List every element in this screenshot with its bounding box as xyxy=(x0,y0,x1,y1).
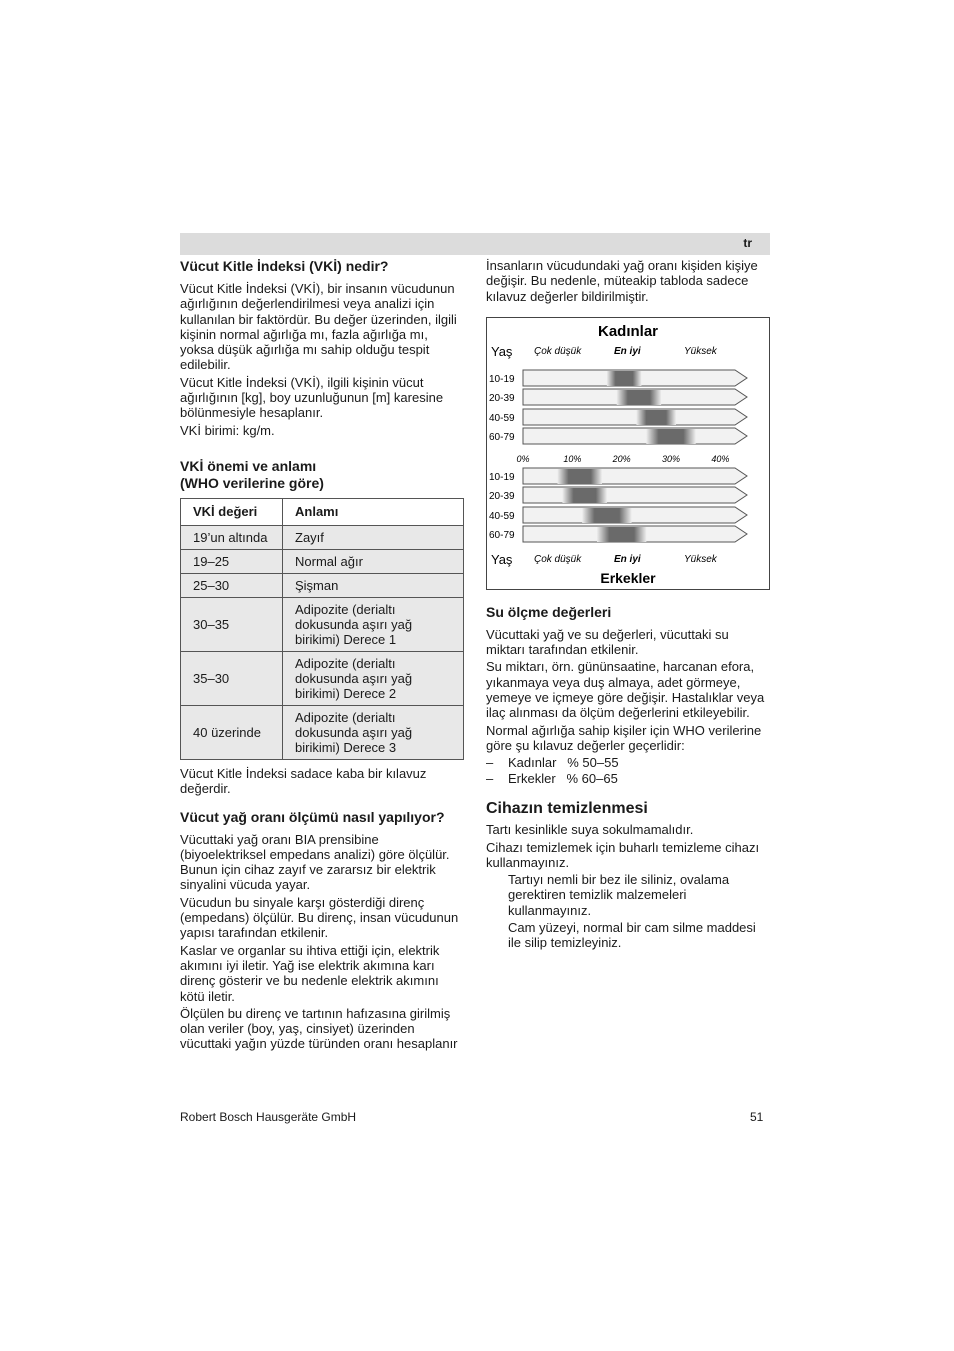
bar-track xyxy=(523,487,747,503)
cleaning-paragraph-1: Tartı kesinlikle suya sokulmamalıdır. xyxy=(486,822,694,838)
table-cell: Adipozite (derialtı dokusunda aşırı yağ birikimi) Derece 2 xyxy=(283,651,464,705)
language-code: tr xyxy=(743,236,752,250)
x-tick-label: 0% xyxy=(516,453,530,464)
table-row xyxy=(181,705,464,759)
body-fat-chart xyxy=(486,317,770,590)
fat-measure-title: Vücut yağ oranı ölçümü nasıl yapılıyor? xyxy=(180,808,445,825)
table-header-row xyxy=(181,498,464,525)
fat-paragraph-1: Vücuttaki yağ oranı BIA prensibine (biyoelektriksel empedans analizi) göre ölçülür. Bunun için cihaz zayıf ve zararsız bir elektrik sinyalini vücuda yayar. xyxy=(180,831,450,893)
zone-label-high-top: Yüksek xyxy=(684,345,717,357)
x-tick-label: 30% xyxy=(661,453,681,464)
bmi-paragraph-2: Vücut Kitle İndeksi (VKİ), ilgili kişinin vücut ağırlığının [kg], boy uzunluğunun [m] karesine bölünmesiyle hesaplanır. xyxy=(180,374,444,421)
table-row xyxy=(181,549,464,573)
chart-ylabel-bottom: Yaş xyxy=(491,551,513,567)
water-paragraph-1: Vücuttaki yağ ve su değerleri, vücuttaki su miktarı tarafından etkilenir. xyxy=(486,626,729,658)
optimal-range-band xyxy=(636,410,675,425)
header-bar xyxy=(180,233,770,255)
page-number: 51 xyxy=(750,1110,764,1124)
zone-label-best-top: En iyi xyxy=(614,345,641,357)
optimal-range-band xyxy=(646,429,695,444)
list-item: – Kadınlar % 50–55 xyxy=(486,755,770,771)
zone-label-high-bottom: Yüksek xyxy=(684,553,717,565)
x-tick-label: 40% xyxy=(711,453,730,464)
right-column xyxy=(486,258,770,953)
optimal-range-band xyxy=(597,527,646,542)
bmi-table xyxy=(180,498,464,760)
table-cell: 30–35 xyxy=(181,597,283,651)
optimal-range-band xyxy=(617,390,661,405)
fat-paragraph-2: Vücudun bu sinyale karşı gösterdiği direnç (empedans) ölçülür. Bu direnç, insan vücudunun yapısı tarafından etkilenir. xyxy=(180,894,459,941)
cleaning-paragraph-2: Cihazı temizlemek için buharlı temizleme cihazı kullanmayınız. xyxy=(486,839,760,870)
cleaning-title: Cihazın temizlenmesi xyxy=(486,800,648,818)
category-label: 40-59 xyxy=(489,412,515,424)
bar-track xyxy=(523,468,747,484)
optimal-range-band xyxy=(558,469,602,484)
zone-label-low-top: Çok düşük xyxy=(534,345,582,357)
cleaning-paragraph-4: Cam yüzeyi, normal bir cam silme maddesi ile silip temizleyiniz. xyxy=(508,920,756,951)
fat-intro: İnsanların vücudundaki yağ oranı kişiden kişiye değişir. Bu nedenle, müteakip tabloda sadece kılavuz değerler bildirilmiştir. xyxy=(486,258,758,304)
table-cell: Adipozite (derialtı dokusunda aşırı yağ birikimi) Derece 3 xyxy=(283,705,464,759)
optimal-range-band xyxy=(582,508,631,523)
chart-title-bottom: Erkekler xyxy=(600,569,656,586)
fat-paragraph-4: Ölçülen bu direnç ve tartının hafızasına girilmiş olan veriler (boy, yaş, cinsiyet) üzerinden vücuttaki yağın yüzde türünden oranı hesaplanır xyxy=(180,1005,458,1052)
table-cell: Zayıf xyxy=(283,525,464,549)
category-label: 60-79 xyxy=(489,529,515,541)
optimal-range-band xyxy=(607,371,642,386)
table-row xyxy=(181,525,464,549)
water-list xyxy=(486,755,770,787)
bar-track xyxy=(523,428,747,444)
water-paragraph-3: Normal ağırlığa sahip kişiler için WHO verilerine göre şu kılavuz değerler geçerlidir: xyxy=(486,722,762,753)
body-fat-chart-svg xyxy=(487,318,769,589)
category-label: 20-39 xyxy=(489,392,515,404)
x-tick-label: 20% xyxy=(612,453,631,464)
bmi-title: Vücut Kitle İndeksi (VKİ) nedir? xyxy=(180,258,389,274)
zone-label-low-bottom: Çok düşük xyxy=(534,553,582,565)
table-header-meaning: Anlamı xyxy=(283,498,464,525)
zone-label-best-bottom: En iyi xyxy=(614,553,641,565)
table-cell: 19–25 xyxy=(181,549,283,573)
bmi-meaning-title-line1: VKİ önemi ve anlamı xyxy=(180,457,317,474)
water-title: Su ölçme değerleri xyxy=(486,603,612,620)
category-label: 20-39 xyxy=(489,490,515,502)
optimal-range-band xyxy=(562,488,606,503)
list-item: – Erkekler % 60–65 xyxy=(486,771,770,787)
table-cell: Şişman xyxy=(283,573,464,597)
cleaning-paragraph-3: Tartıyı nemli bir bez ile siliniz, ovalama gerektiren temizlik malzemeleri kullanmayınız. xyxy=(508,872,730,918)
bmi-meaning-title-line2: (WHO verilerine göre) xyxy=(180,474,324,491)
table-row xyxy=(181,597,464,651)
bmi-paragraph-3: VKİ birimi: kg/m. xyxy=(180,422,275,438)
table-row xyxy=(181,651,464,705)
category-label: 40-59 xyxy=(489,510,515,522)
table-header-value: VKİ değeri xyxy=(181,498,283,525)
category-label: 60-79 xyxy=(489,431,515,443)
table-note: Vücut Kitle İndeksi sadace kaba bir kılavuz değerdir. xyxy=(180,765,427,797)
chart-title-top: Kadınlar xyxy=(597,322,659,340)
bmi-paragraph-1: Vücut Kitle İndeksi (VKİ), bir insanın vücudunun ağırlığının değerlendirilmesi veya analizi için kullanılan bir faktördür. Bu değer üzerinden, ilgili kişinin normal ağırlığa mı, fazla ağırlığa mı, yoksa düşük ağırlığa mı sahip olduğu tespit edilebilir. xyxy=(180,281,457,373)
left-column xyxy=(180,258,465,1054)
table-cell: 40 üzerinde xyxy=(181,705,283,759)
table-cell: 35–30 xyxy=(181,651,283,705)
footer-company: Robert Bosch Hausgeräte GmbH xyxy=(180,1110,357,1124)
fat-paragraph-3: Kaslar ve organlar su ihtiva ettiği için, elektrik akımını iyi iletir. Yağ ise elektrik akımına karı direnç gösterir ve bu nedenle elektrik akımını kötü iletir. xyxy=(180,942,440,1004)
table-cell: 19’un altında xyxy=(181,525,283,549)
category-label: 10-19 xyxy=(489,471,515,483)
bar-track xyxy=(523,507,747,523)
bmi-meaning-title xyxy=(180,458,465,492)
water-paragraph-2: Su miktarı, örn. gününsaatine, harcanan efora, yıkanmaya veya duş almaya, adet görmeye, yemeye ve içmeye göre değişir. Hastalıklar veya ilaç alınması da ölçüm değerlerini etkileyebilir. xyxy=(486,659,765,721)
table-cell: Adipozite (derialtı dokusunda aşırı yağ birikimi) Derece 1 xyxy=(283,597,464,651)
chart-ylabel-top: Yaş xyxy=(491,343,513,359)
category-label: 10-19 xyxy=(489,373,515,385)
table-cell: Normal ağır xyxy=(283,549,464,573)
bar-track xyxy=(523,409,747,425)
table-row xyxy=(181,573,464,597)
x-tick-label: 10% xyxy=(563,453,582,464)
table-cell: 25–30 xyxy=(181,573,283,597)
